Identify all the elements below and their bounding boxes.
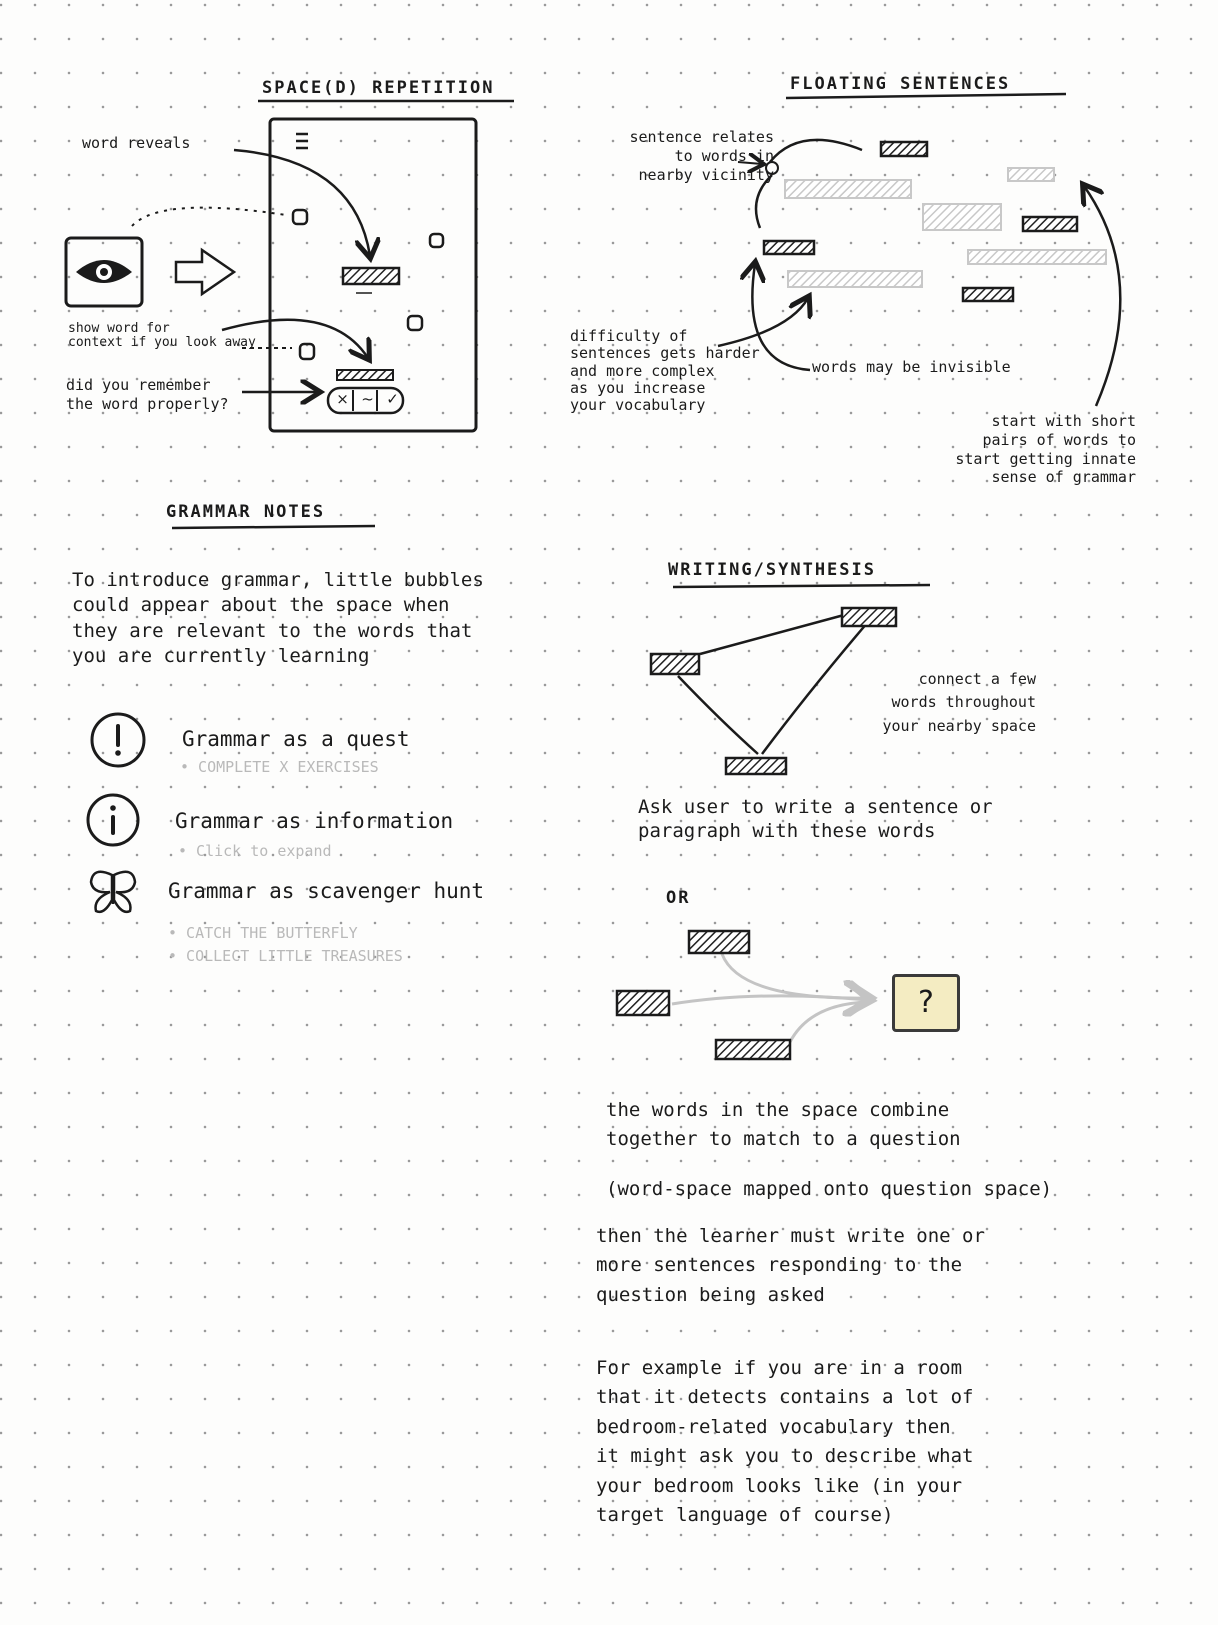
combine-note: the words in the space combine together to match to a question — [606, 1099, 961, 1150]
grammar-intro: To introduce grammar, little bubbles could appear about the space when they are relevant to the words that you are currently learning — [72, 569, 484, 668]
word-bar — [881, 142, 927, 156]
word-bar-small — [337, 370, 393, 380]
menu-icon — [296, 134, 308, 148]
sentence-bar — [788, 271, 922, 287]
word-bar — [1023, 217, 1077, 231]
grammar-info-sub: • Click to expand — [178, 842, 332, 860]
grammar-quest-sub: • COMPLETE X EXERCISES — [180, 758, 379, 776]
grammar-hunt-sub: • CATCH THE BUTTERFLY • COLLECT LITTLE TREASURES — [168, 924, 403, 965]
grammar-info-label: Grammar as information — [175, 809, 454, 833]
butterfly-icon — [91, 872, 135, 912]
ask-user-note: Ask user to write a sentence or paragraph with these words — [638, 796, 993, 842]
show-word-note: show word for context if you look away — [68, 321, 256, 351]
grammar-hunt-label: Grammar as scavenger hunt — [168, 879, 485, 903]
difficulty-note: difficulty of sentences gets harder and more complex as you increase your vocabulary — [570, 327, 760, 414]
word-bar — [842, 608, 896, 626]
word-bar — [764, 241, 814, 254]
or-label: OR — [666, 888, 691, 908]
sentence-bar — [923, 204, 1001, 230]
then-note: then the learner must write one or more sentences responding to the question being asked — [596, 1225, 985, 1306]
grammar-notes-title: GRAMMAR NOTES — [166, 502, 326, 522]
sentence-bar — [968, 250, 1106, 264]
start-with-note: start with short pairs of words to start getting innate sense of grammar — [955, 412, 1136, 487]
did-you-remember-note: did you remember the word properly? — [66, 376, 229, 413]
word-bar — [617, 991, 669, 1015]
writing-synthesis-title: WRITING/SYNTHESIS — [668, 560, 876, 580]
question-box: ? — [892, 974, 960, 1032]
word-reveals-note: word reveals — [82, 134, 191, 152]
spaced-repetition-title: SPACE(D) REPETITION — [262, 78, 495, 98]
sentence-bar — [785, 180, 911, 198]
word-bar — [716, 1040, 790, 1059]
answer-buttons — [330, 390, 405, 409]
example-note: For example if you are in a room that it detects contains a lot of bedroom-related vocabulary then it might ask you to describe what your bedroom looks like (in your target language of course) — [596, 1357, 974, 1527]
connect-note: connect a few words throughout your nearby space — [882, 670, 1036, 735]
floating-sentences-title: FLOATING SENTENCES — [790, 74, 1011, 94]
wrong-button[interactable]: × — [336, 390, 349, 408]
word-bar — [343, 268, 399, 284]
word-bar — [726, 758, 786, 774]
marker-4 — [300, 344, 314, 359]
right-arrow-icon — [176, 250, 234, 294]
words-invisible-note: words may be invisible — [812, 358, 1011, 376]
sentence-relates-note: sentence relates to words in nearby vicinity — [629, 128, 774, 184]
word-bar — [689, 931, 749, 953]
correct-button[interactable]: ✓ — [386, 390, 399, 408]
marker-2 — [430, 234, 443, 247]
marker-1 — [293, 210, 307, 224]
unsure-button[interactable]: ~ — [361, 390, 374, 408]
marker-3 — [408, 316, 422, 330]
mapped-note: (word-space mapped onto question space) — [606, 1178, 1053, 1200]
grammar-quest-label: Grammar as a quest — [182, 727, 410, 751]
word-bar — [651, 654, 699, 674]
word-bar — [963, 288, 1013, 301]
word-bar — [1008, 168, 1054, 181]
